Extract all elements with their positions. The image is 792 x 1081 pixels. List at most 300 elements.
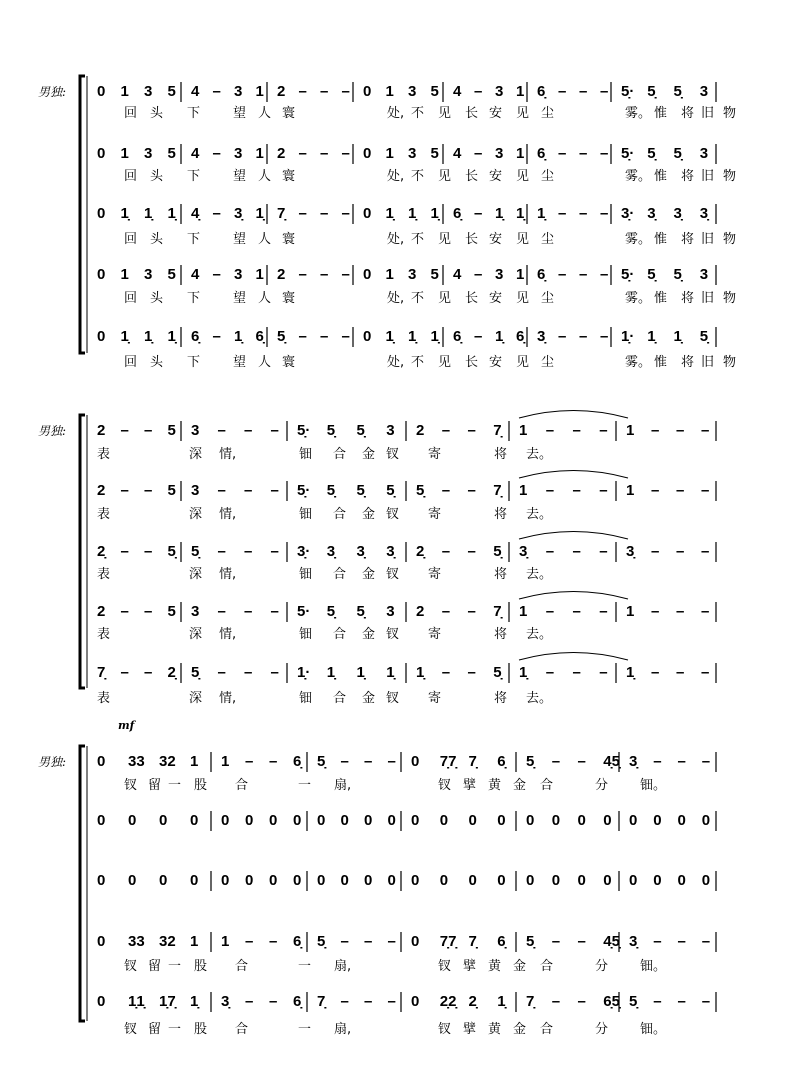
lyric-char: 物 (723, 291, 737, 306)
lyric-char: 处, (387, 355, 405, 370)
note: 1̣ (144, 205, 153, 222)
note: 0 (411, 993, 420, 1010)
lyric-char: 旧 (701, 232, 715, 247)
note: 0 (97, 993, 106, 1010)
lyric-char: 寰 (282, 169, 296, 184)
note: 1 (626, 482, 635, 499)
note: 3 (699, 145, 709, 162)
voice-row-1 (97, 411, 716, 463)
note: 7̣ (97, 664, 106, 681)
note: 3̣ (221, 993, 230, 1010)
lyric-char: 分 (595, 959, 609, 974)
lyric-char: 长 (465, 355, 479, 370)
note: 6̣ (293, 993, 302, 1010)
note: – (212, 145, 221, 162)
note: – (270, 422, 279, 439)
lyric-char: 见 (516, 232, 530, 247)
lyric-char: 将 (494, 627, 508, 642)
lyric-char: 一 (298, 1022, 312, 1037)
note: 0 (468, 812, 477, 829)
note: 0 (653, 812, 662, 829)
note: 1̣ (647, 328, 656, 345)
lyric-char: 合 (235, 1022, 249, 1037)
lyric-char: 去。 (526, 691, 553, 706)
note: – (144, 543, 153, 560)
lyric-char: 表 (97, 507, 111, 522)
lyric-char: 情, (219, 447, 237, 462)
note: 6̣ (537, 266, 546, 283)
note: – (600, 205, 609, 222)
note: – (572, 603, 581, 620)
note: 6̣5̣ (603, 993, 620, 1010)
lyric-char: 金 (362, 691, 376, 706)
note: 3 (386, 422, 395, 439)
note: 3 (191, 482, 200, 499)
note: – (701, 482, 710, 499)
lyric-char: 见 (438, 169, 452, 184)
note: – (269, 993, 278, 1010)
lyric-char: 头 (150, 291, 164, 306)
note: – (558, 328, 567, 345)
lyric-char: 头 (150, 106, 164, 121)
voice-row-4 (97, 592, 716, 643)
note: 1̣· (621, 328, 635, 345)
note: 1̣ (385, 205, 394, 222)
lyric-char: 合 (235, 778, 249, 793)
note: – (217, 482, 226, 499)
lyric-char: 合 (540, 959, 554, 974)
lyric-char: 留 (148, 778, 162, 793)
note: 5̣ (673, 266, 682, 283)
lyric-char: 寄 (428, 447, 442, 462)
note: 6̣ (453, 328, 462, 345)
lyric-char: 合 (333, 447, 347, 462)
note: 0 (551, 872, 561, 889)
note: – (217, 664, 226, 681)
note: – (269, 933, 278, 950)
note: 1̣ (416, 664, 425, 681)
note: – (298, 328, 307, 345)
note: 7̣ (277, 205, 286, 222)
note: 5̣ (317, 933, 326, 950)
lyric-char: 钿。 (640, 959, 667, 974)
note: 3̣ (519, 543, 528, 560)
note: – (144, 664, 153, 681)
lyric-char: 寄 (428, 567, 442, 582)
lyric-char: 将 (494, 567, 508, 582)
lyric-char: 一 (168, 959, 182, 974)
note: 3 (234, 145, 243, 162)
note: 4 (453, 266, 462, 283)
lyric-char: 物 (723, 106, 737, 121)
lyric-char: 寰 (282, 291, 296, 306)
note: – (545, 664, 555, 681)
note: – (572, 543, 581, 560)
note: – (579, 145, 588, 162)
note: 0 (577, 812, 586, 829)
note: 5̣ (317, 753, 326, 770)
note: – (244, 664, 253, 681)
note: 0 (701, 872, 711, 889)
lyric-char: 下 (187, 291, 201, 306)
note: 3 (699, 266, 709, 283)
note: 6̣ (537, 83, 546, 100)
lyric-char: 股 (194, 778, 208, 793)
note: – (364, 993, 373, 1010)
lyric-char: 旧 (701, 355, 715, 370)
note: – (676, 664, 685, 681)
note: 0 (340, 872, 349, 889)
lyric-char: 扇, (334, 778, 352, 793)
note: 1 (626, 422, 635, 439)
note: – (341, 145, 350, 162)
part-label: 男独: (38, 755, 67, 769)
lyric-char: 寰 (282, 232, 296, 247)
note: 0 (677, 812, 686, 829)
lyric-char: 见 (438, 106, 452, 121)
note: – (653, 993, 662, 1010)
note: 32 (159, 933, 176, 950)
note: 5̣ (647, 83, 656, 100)
voice-row-2 (97, 471, 716, 523)
lyric-char: 深 (189, 507, 203, 522)
lyric-char: 金 (513, 778, 527, 793)
note: 2̣ (416, 543, 425, 560)
note: 3 (234, 266, 243, 283)
note: 1 (626, 603, 635, 620)
note: 0 (340, 812, 349, 829)
note: 1̣ (430, 328, 439, 345)
note: 5̣ (326, 422, 336, 439)
note: – (320, 328, 329, 345)
lyric-char: 扇, (334, 959, 352, 974)
note: – (677, 753, 686, 770)
lyric-char: 头 (150, 232, 164, 247)
lyric-char: 头 (150, 355, 164, 370)
lyric-char: 去。 (526, 567, 553, 582)
lyric-char: 情, (219, 691, 237, 706)
note: 7̣7̣ (439, 753, 457, 770)
note: 2 (277, 266, 286, 283)
voice-row-4 (97, 932, 716, 974)
note: 0 (364, 812, 373, 829)
lyric-char: 钿 (299, 447, 313, 462)
note: – (579, 328, 588, 345)
lyric-char: 钿。 (640, 778, 667, 793)
note: 5· (297, 603, 311, 620)
note: 6̣ (497, 753, 506, 770)
lyric-char: 下 (187, 232, 201, 247)
lyric-char: 人 (258, 169, 272, 184)
lyric-char: 表 (97, 691, 111, 706)
note: 0 (497, 872, 506, 889)
note: – (572, 482, 581, 499)
note: 0 (439, 872, 449, 889)
note: 2 (416, 603, 425, 620)
lyric-char: 将 (494, 447, 508, 462)
lyric-char: 一 (168, 778, 182, 793)
note: – (653, 933, 662, 950)
note: – (474, 145, 483, 162)
note: – (441, 422, 451, 439)
note: 3 (386, 603, 395, 620)
note: – (599, 664, 608, 681)
note: 0 (603, 872, 612, 889)
note: 3̣ (626, 543, 635, 560)
note: 3 (191, 422, 200, 439)
note: 4 (191, 266, 200, 283)
lyric-char: 旧 (701, 106, 715, 121)
lyric-char: 分 (595, 778, 609, 793)
note: – (599, 603, 608, 620)
note: – (298, 145, 307, 162)
lyric-char: 情, (219, 567, 237, 582)
note: 1̣7̣ (159, 993, 176, 1010)
note: – (441, 543, 451, 560)
note: 5̣ (386, 482, 395, 499)
note: 0 (97, 205, 106, 222)
dynamic-marking: mf (118, 719, 135, 732)
note: 5̣· (621, 266, 635, 283)
note: – (676, 422, 685, 439)
note: – (340, 993, 349, 1010)
note: 0 (387, 812, 396, 829)
voice-row-5 (97, 653, 716, 707)
note: – (212, 266, 221, 283)
note: 0 (439, 812, 449, 829)
note: 1 (255, 145, 264, 162)
note: 6̣ (516, 328, 525, 345)
note: – (298, 205, 307, 222)
voice-row-2 (97, 811, 716, 831)
lyric-char: 钿 (299, 567, 313, 582)
note: – (212, 83, 221, 100)
lyric-char: 惟 (654, 355, 668, 370)
note: 1̣ (356, 664, 365, 681)
note: 1̣· (297, 664, 311, 681)
note: – (558, 266, 567, 283)
note: 2 (97, 422, 106, 439)
note: – (387, 753, 396, 770)
note: – (341, 328, 350, 345)
lyric-char: 不 (411, 355, 425, 370)
system-bracket (80, 415, 85, 688)
lyric-char: 望 (233, 106, 247, 121)
note: – (467, 422, 476, 439)
note: 0 (159, 812, 168, 829)
lyric-char: 股 (194, 959, 208, 974)
note: – (701, 422, 710, 439)
note: 0 (159, 872, 168, 889)
note: 5̣ (699, 328, 709, 345)
note: 1 (385, 83, 394, 100)
note: 5̣ (647, 266, 656, 283)
lyric-char: 合 (333, 567, 347, 582)
note: 5̣· (297, 482, 311, 499)
lyric-char: 尘 (541, 169, 555, 184)
note: – (579, 205, 588, 222)
note: 3 (495, 83, 504, 100)
note: 3 (144, 83, 153, 100)
note: 3̣ (629, 753, 638, 770)
lyric-char: 尘 (541, 106, 555, 121)
lyric-char: 雾。 (625, 355, 652, 370)
note: – (474, 266, 483, 283)
lyric-char: 雾。 (625, 232, 652, 247)
note: 3 (144, 145, 153, 162)
note: 0 (468, 872, 477, 889)
note: 1̣ (516, 205, 525, 222)
note: 0 (245, 872, 254, 889)
note: – (600, 145, 609, 162)
lyric-char: 情, (219, 507, 237, 522)
lyric-char: 钗 (124, 778, 138, 793)
note: – (120, 603, 129, 620)
lyric-char: 人 (258, 106, 272, 121)
note: – (545, 543, 555, 560)
lyric-char: 见 (438, 355, 452, 370)
lyric-char: 见 (516, 169, 530, 184)
note: – (677, 993, 686, 1010)
note: 6̣ (453, 205, 462, 222)
lyric-char: 合 (540, 1022, 554, 1037)
note: – (558, 205, 567, 222)
note: 6̣ (293, 753, 302, 770)
note: – (653, 753, 662, 770)
lyric-char: 分 (595, 1022, 609, 1037)
lyric-char: 将 (681, 355, 695, 370)
note: 0 (577, 872, 586, 889)
note: 7̣ (468, 753, 477, 770)
lyric-char: 见 (516, 355, 530, 370)
note: – (244, 422, 253, 439)
note: – (677, 933, 686, 950)
lyric-char: 将 (681, 106, 695, 121)
lyric-char: 情, (219, 627, 237, 642)
note: 6̣ (255, 328, 264, 345)
note: 0 (363, 205, 372, 222)
lyric-char: 金 (513, 1022, 527, 1037)
lyric-char: 金 (513, 959, 527, 974)
note: 3̣ (234, 205, 243, 222)
note: 5̣ (673, 83, 682, 100)
note: 1̣ (430, 205, 439, 222)
note: – (577, 993, 586, 1010)
note: 0 (364, 872, 373, 889)
note: – (217, 422, 226, 439)
lyric-char: 雾。 (625, 169, 652, 184)
lyric-char: 不 (411, 232, 425, 247)
note: – (676, 482, 685, 499)
note: – (387, 993, 396, 1010)
lyric-char: 一 (168, 1022, 182, 1037)
score-system-3 (38, 719, 716, 1037)
lyric-char: 不 (411, 106, 425, 121)
lyric-char: 深 (189, 691, 203, 706)
lyric-char: 钗 (438, 778, 452, 793)
note: 0 (411, 872, 420, 889)
lyric-char: 一 (298, 959, 312, 974)
lyric-char: 见 (516, 291, 530, 306)
note: 6̣ (497, 933, 506, 950)
note: – (701, 753, 711, 770)
note: – (701, 664, 710, 681)
lyric-char: 望 (233, 355, 247, 370)
note: 0 (97, 328, 106, 345)
note: 0 (97, 266, 106, 283)
note: 7̣ (317, 993, 326, 1010)
note: – (341, 83, 350, 100)
note: 1 (385, 145, 394, 162)
note: – (651, 543, 660, 560)
note: 5 (167, 603, 176, 620)
note: 4 (453, 83, 462, 100)
lyric-char: 留 (148, 959, 162, 974)
lyric-char: 处, (387, 291, 405, 306)
lyric-char: 股 (194, 1022, 208, 1037)
note: – (320, 266, 329, 283)
note: 1̣ (408, 205, 417, 222)
note: 7̣ (468, 933, 477, 950)
note: 5̣ (191, 664, 200, 681)
note: 1̣ (386, 664, 395, 681)
lyric-char: 回 (124, 169, 138, 184)
note: 1̣ (167, 205, 176, 222)
note: – (120, 664, 129, 681)
note: 3 (191, 603, 200, 620)
lyric-char: 黄 (488, 1022, 502, 1037)
note: – (441, 482, 451, 499)
note: 1 (255, 266, 264, 283)
lyric-char: 寰 (282, 106, 296, 121)
note: 1̣ (495, 328, 504, 345)
note: 1 (255, 83, 264, 100)
note: 1 (120, 145, 129, 162)
note: – (387, 933, 396, 950)
voice-row-1 (97, 82, 736, 121)
note: 1 (190, 753, 199, 770)
note: 0 (363, 266, 372, 283)
note: – (701, 603, 710, 620)
note: 2 (97, 603, 106, 620)
lyric-char: 处, (387, 106, 405, 121)
note: 3̣ (647, 205, 656, 222)
note: 3̣ (356, 543, 365, 560)
lyric-char: 钗 (386, 507, 400, 522)
lyric-char: 深 (189, 627, 203, 642)
note: 5̣ (493, 664, 502, 681)
note: 3̣· (621, 205, 635, 222)
note: 7̣ (493, 482, 502, 499)
note: – (217, 603, 226, 620)
lyric-char: 安 (489, 106, 503, 121)
lyric-char: 去。 (526, 507, 553, 522)
lyric-char: 将 (494, 507, 508, 522)
voice-row-5 (97, 992, 716, 1037)
note: – (298, 83, 307, 100)
lyric-char: 擘 (463, 959, 477, 974)
system-bracket (80, 746, 85, 1021)
note: – (572, 422, 581, 439)
lyric-char: 回 (124, 232, 138, 247)
lyric-char: 合 (333, 691, 347, 706)
note: – (270, 664, 279, 681)
note: 0 (363, 145, 372, 162)
lyric-char: 钗 (386, 447, 400, 462)
note: 5̣ (673, 145, 682, 162)
note: 5̣ (356, 482, 365, 499)
voice-row-5 (97, 327, 736, 370)
